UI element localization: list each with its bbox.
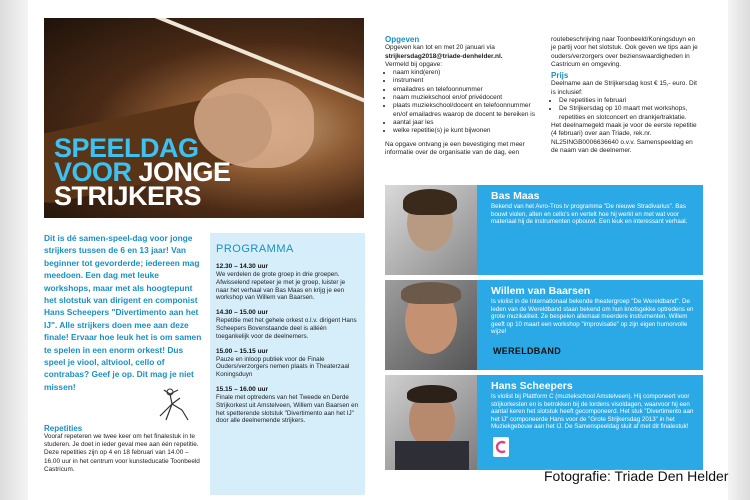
hero-title-line2b: JONGE [138,157,231,187]
list-item: • De repetities in februari [559,97,701,105]
list-item: • emailadres en telefoonnummer [393,86,535,94]
opgeven-line1: Opgeven kan tot en met 20 januari via [385,44,495,52]
plattform-c-logo-icon [493,437,509,457]
person-bio: Bekend van het Avro-Tros tv programma "De nieuwe Stradivarius". Bas bouwt violen, alten en cello's en vertelt hoe hij werkt en met wat voor materiaal hij de instrumenten opbouwt. Een leuk en interessant verhaal. [491,203,688,226]
person-bio: Is violist in de Internationaal bekende theatergroep "De Wereldband". De leden van de Wereldband staan bekend om hun knotsgekke optredens en grote muzikaliteit. Ze bespelen allemaal meerdere instrumenten. Willem geeft op 10 maart een workshop "improvisatie" op zijn eigen humorvolle wijze! [491,298,694,336]
hair-shape [403,189,457,215]
slot-desc: Repetitie met het gehele orkest o.l.v. dirigent Hans Scheepers Bovenstaande deel is alléén toegankelijk voor de deelnemers. [216,317,357,340]
list-item: • naam muziekschool en/of privédocent [393,94,535,102]
intro-text: Dit is dé samen-speel-dag voor jonge strijkers tussen de 6 en 13 jaar! Van beginner tot gevorderde; iedereen mag meedoen. Een dag met leuke workshops, maar met als hoogtepunt het slotstuk van dirigent en componist Hans Scheepers "Divertimento aan het IJ". Alle strijkers doen mee aan deze finale! Ervaar hoe leuk het is om samen te spelen in een enorm orkest! Dus speel je viool, altviool, cello of contrabas? Geef je op. Dit mag je niet missen! [44,233,202,392]
person-name: Willem van Baarsen [491,285,591,297]
repetities-text: Vooraf repeteren we twee keer om het finalestuk in te studeren. Je doet in ieder geval mee aan één repetitie. Deze repetities zijn op 4 en 18 februari van 14.00 – 16.00 uur in het centrum voor kunsteducatie Toonbeeld Castricum. [44,433,200,473]
opgeven-email[interactable]: strijkersdag2018@triade-denhelder.nl. [385,52,503,60]
prijs-intro: routebeschrijving naar Toonbeeld/Koningsduyn en je partij voor het slotstuk. Ook geven we tips aan je ouders/verzorgers over bezienswaardigheden in Castricum en omgeving. [551,36,698,68]
programma-slot [216,386,359,425]
opgeven-line2: Vermeld bij opgave: [385,60,443,68]
programma-slot [216,348,359,379]
prijs-column [551,36,701,155]
hero-title-line1: SPEELDAG [54,133,199,163]
list-item: • naam kind(eren) [393,69,535,77]
programma-box [210,233,365,495]
opgeven-heading: Opgeven [385,35,420,44]
page-edge-right [728,0,750,500]
c-logo-icon [493,437,509,457]
prijs-list [551,97,701,122]
list-item: • plaats muziekschool/docent en telefoonnummer en/of emailadres waarop de docent te bereiken is [393,102,535,119]
slot-time: 15.00 – 15.15 uur [216,347,269,355]
list-item: • welke repetitie(s) je kunt bijwonen [393,127,535,135]
page-edge-left [0,0,28,500]
list-item: • aantal jaar les [393,119,535,127]
photo-credit: Fotografie: Triade Den Helder [544,468,729,484]
opgeven-column [385,36,535,157]
prijs-heading: Prijs [551,71,569,81]
bas-maas-photo [385,185,477,275]
hair-shape [407,385,457,403]
repetities-heading: Repetities [44,424,83,433]
hans-scheepers-photo [385,375,477,470]
hero-title [54,133,231,211]
slot-desc: Finale met optredens van het Tweede en Derde Strijkorkest uit Amstelveen, Willem van Baarsen en het spetterende slotstuk "Divertimento aan het IJ" door alle deelnemende strijkers. [216,393,359,425]
person-name: Hans Scheepers [491,380,573,392]
prijs-line1: Deelname aan de Strijkersdag kost € 15,- euro. Dit is inclusief: [551,80,697,96]
hero-photo [44,18,364,218]
dancing-figure-icon [150,386,194,426]
hero-title-line3: STRIJKERS [54,181,202,211]
person-card-willem-van-baarsen [385,280,703,370]
slot-time: 12.30 – 14.30 uur [216,263,269,270]
person-bio: Is violist bij Plattform C (muziekschool Amstelveen). Hij componeert voor strijkorkesten en is betrokken bij de lordens visoldagen, waarvoor hij een aantal keren het slotstuk heeft gecomponeerd. Het stuk "Divertimento aan het IJ" componeerde Hans voor de "Grote Strijkersdag 2013" in het Muziekgebouw aan het IJ. De Samenspeeldag sluit af met dit finalestuk! [491,393,694,431]
opgeven-list [385,69,535,135]
slot-time: 14.30 – 15.00 uur [216,309,269,317]
programma-heading: PROGRAMMA [216,243,294,255]
hero-title-line2a: VOOR [54,157,139,187]
hair-shape [401,282,461,304]
list-item: • instrument [393,77,535,85]
opgeven-footer: Na opgave ontvang je een bevestiging met meer informatie over de organisatie van de dag, een [385,140,525,156]
person-name: Bas Maas [491,190,540,202]
willem-van-baarsen-photo [385,280,477,370]
programma-slot [216,263,359,302]
slot-time: 15.15 – 16.00 uur [216,385,269,393]
slot-desc: Pauze en inloop publiek voor de Finale Ouders/verzorgers nemen plaats in Theaterzaal Koningsduyn [216,355,350,379]
person-card-bas-maas [385,185,703,275]
person-card-hans-scheepers [385,375,703,470]
list-item: • De Strijkersdag op 10 maart met workshops, repetities en slotconcert en drankje/traktatie. [559,105,701,122]
prijs-footer: Het deelnamegeld maak je voor de eerste repetitie (4 februari) over aan Triade, rek.nr. NL25INGB0006636640 o.v.v. Samenspeeldag en de naam van de deelnemer. [551,121,697,154]
jacket-shape [395,441,469,470]
programma-slot [216,309,359,340]
wereldband-logo: WERELDBAND [493,346,561,356]
slot-desc: We verdelen de grote groep in drie groepen. Afwisselend repeteer je met je groep, luister je naar het verhaal van Bas Maas en krijg je een workshop van Willem van Baarsen. [216,271,346,302]
